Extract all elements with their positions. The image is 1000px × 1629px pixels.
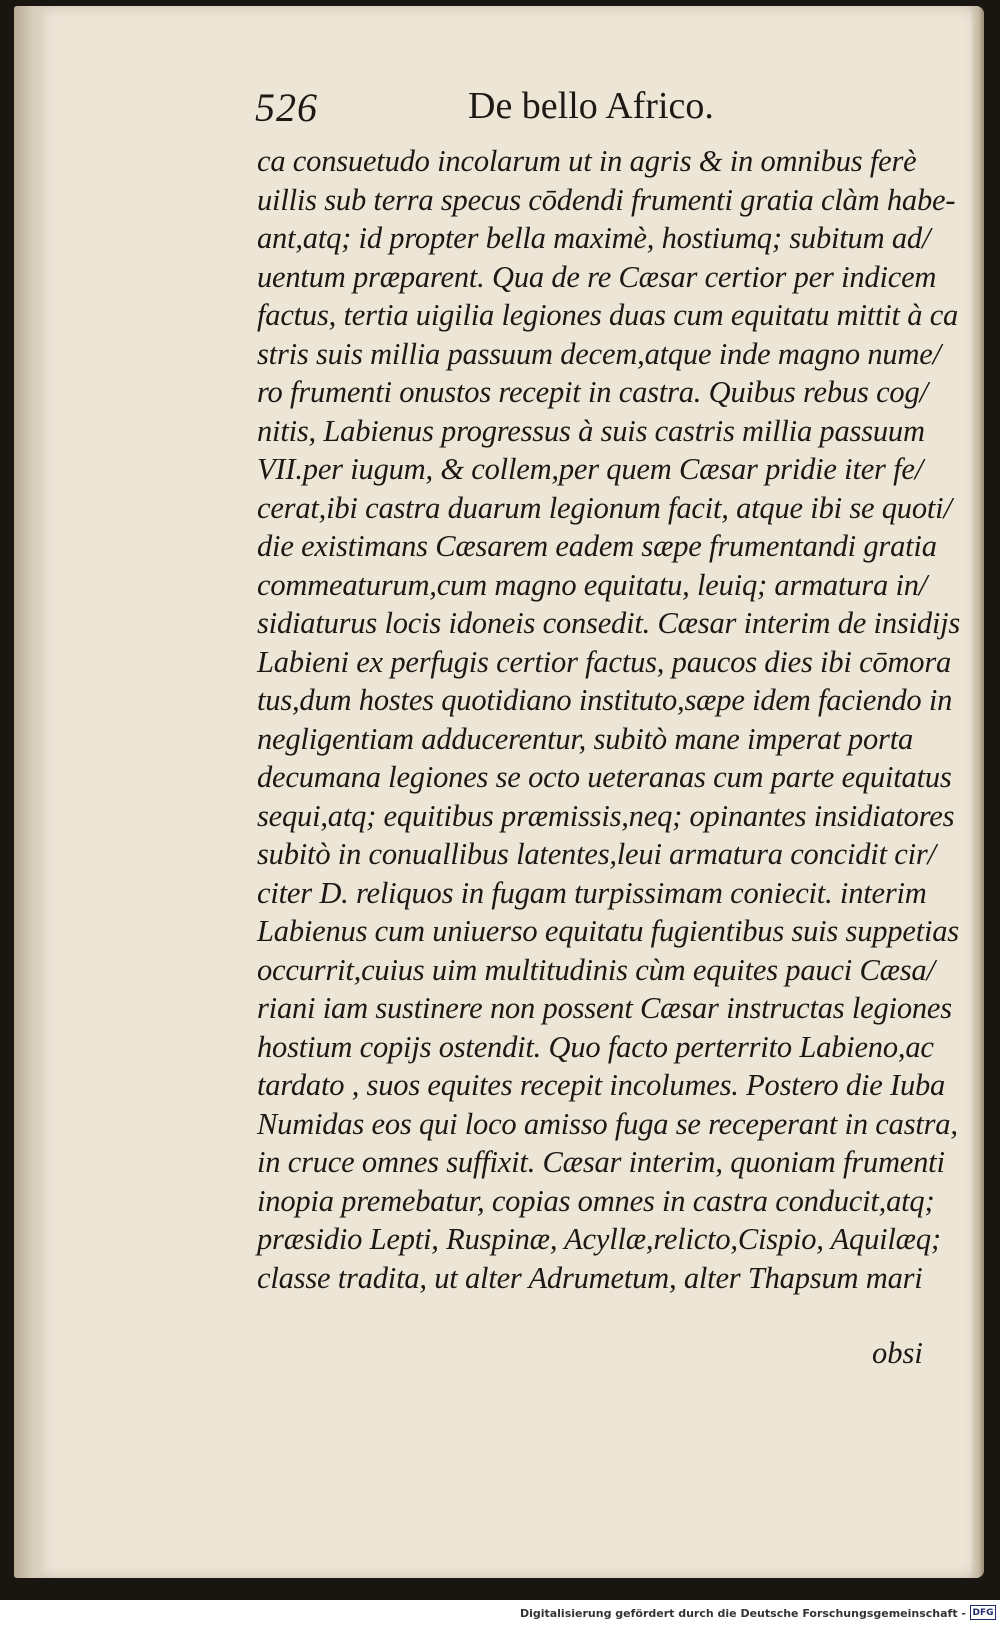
text-line: ant,atq; id propter bella maximè, hostiumq; subitum ad/ bbox=[257, 221, 931, 255]
text-line: commeaturum,cum magno equitatu, leuiq; armatura in/ bbox=[257, 567, 928, 602]
text-line: Labieni ex perfugis certior factus, paucos dies ibi cōmora bbox=[257, 644, 952, 679]
running-title: De bello Africo. bbox=[468, 85, 714, 127]
text-line: Labienus cum uniuerso equitatu fugientibus suis suppetias bbox=[257, 914, 959, 948]
text-line: Numidas eos qui loco amisso fuga se receperant in castra, bbox=[257, 1106, 958, 1141]
text-line: VII.per iugum, & collem,per quem Cæsar pridie iter fe/ bbox=[257, 452, 924, 486]
page-header bbox=[255, 84, 935, 140]
text-line: ca consuetudo incolarum ut in agris & in omnibus ferè bbox=[257, 144, 917, 178]
text-line: occurrit,cuius uim multitudinis cùm equites pauci Cæsa/ bbox=[257, 952, 935, 987]
text-line: hostium copijs ostendit. Quo facto perterrito Labieno,ac bbox=[257, 1029, 934, 1064]
text-line: riani iam sustinere non possent Cæsar instructas legiones bbox=[257, 991, 952, 1025]
text-line: nitis, Labienus progressus à suis castris millia passuum bbox=[257, 413, 925, 448]
text-line: subitò in conuallibus latentes,leui armatura concidit cir/ bbox=[257, 837, 936, 871]
footer-credit: Digitalisierung gefördert durch die Deutsche Forschungsgemeinschaft - bbox=[519, 1607, 966, 1620]
text-line: negligentiam adducerentur, subitò mane imperat porta bbox=[257, 721, 914, 756]
text-line: in cruce omnes suffixit. Cæsar interim, quoniam frumenti bbox=[257, 1145, 945, 1179]
text-line: tus,dum hostes quotidiano instituto,sæpe idem faciendo in bbox=[257, 683, 953, 717]
footer-bar bbox=[0, 1600, 1000, 1629]
text-line: uillis sub terra specus cōdendi frumenti gratia clàm habe- bbox=[257, 182, 956, 217]
dfg-logo: DFG bbox=[970, 1605, 996, 1620]
text-line: sequi,atq; equitibus præmissis,neq; opinantes insidiatores bbox=[257, 798, 955, 833]
text-line: citer D. reliquos in fugam turpissimam coniecit. interim bbox=[257, 875, 927, 910]
text-line: tardato , suos equites recepit incolumes. Postero die Iuba bbox=[257, 1068, 946, 1102]
text-line: ro frumenti onustos recepit in castra. Quibus rebus cog/ bbox=[257, 375, 928, 409]
text-line: die existimans Cæsarem eadem sæpe frumentandi gratia bbox=[257, 529, 937, 563]
text-line: stris suis millia passuum decem,atque inde magno nume/ bbox=[257, 336, 941, 371]
text-line: uentum præparent. Qua de re Cæsar certior per indicem bbox=[257, 259, 937, 294]
page-edge bbox=[970, 6, 984, 1578]
text-line: factus, tertia uigilia legiones duas cum equitatu mittit à ca bbox=[257, 298, 959, 332]
text-line: cerat,ibi castra duarum legionum facit, atque ibi se quoti/ bbox=[257, 490, 952, 525]
text-line: inopia premebatur, copias omnes in castra conducit,atq; bbox=[257, 1183, 935, 1218]
page-gutter bbox=[14, 6, 48, 1578]
page-number: 526 bbox=[255, 85, 318, 130]
text-line: decumana legiones se octo ueteranas cum parte equitatus bbox=[257, 760, 952, 794]
text-line: præsidio Lepti, Ruspinæ, Acyllæ,relicto,Cispio, Aquilæq; bbox=[257, 1222, 941, 1256]
text-line: sidiaturus locis idoneis consedit. Cæsar interim de insidijs bbox=[257, 606, 961, 640]
body-text bbox=[257, 142, 961, 1297]
catchword: obsi bbox=[872, 1336, 923, 1370]
text-line: classe tradita, ut alter Adrumetum, alter Thapsum mari bbox=[257, 1260, 923, 1295]
